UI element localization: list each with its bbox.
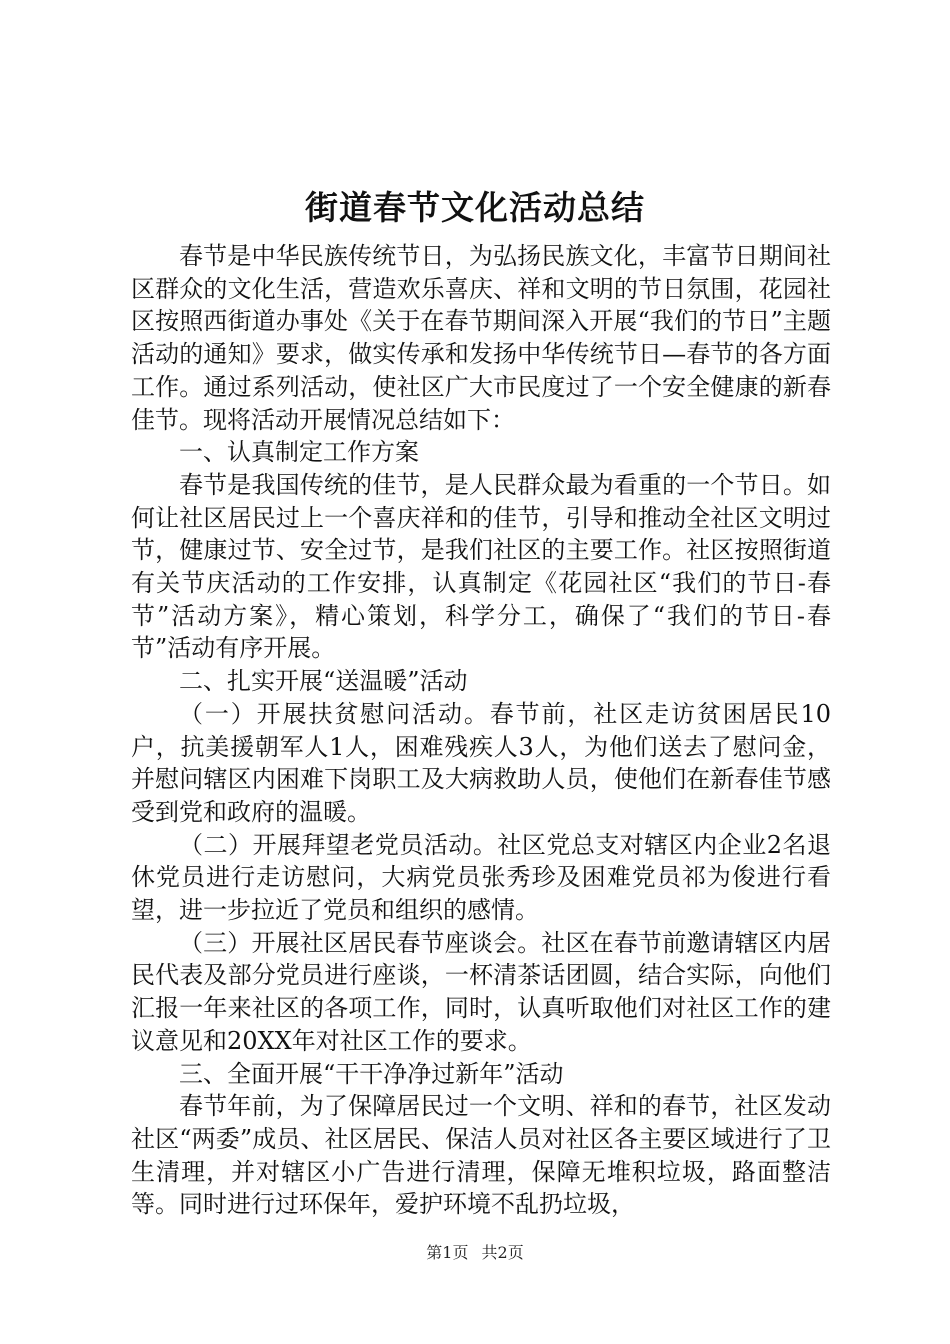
section-heading-3: 三、全面开展“干干净净过新年”活动 [179, 1059, 564, 1088]
paragraph-section-1: 春节是我国传统的佳节，是人民群众最为看重的一个节日。如何让社区居民过上一个喜庆祥和的佳节，引导和推动全社区文明过节，健康过节、安全过节，是我们社区的主要工作。社区按照街道有关节庆活动的工作安排，认真制定《花园社区“我们的节日-春节”活动方案》，精心策划，科学分工，确保了“我们的节日-春节”活动有序开展。 [131, 470, 831, 663]
section-heading-1: 一、认真制定工作方案 [179, 438, 419, 467]
page-total: 共2页 [481, 1243, 524, 1262]
page-footer [0, 1241, 950, 1265]
paragraph-intro: 春节是中华民族传统节日，为弘扬民族文化，丰富节日期间社区群众的文化生活，营造欢乐喜庆、祥和文明的节日氛围，花园社区按照西街道办事处《关于在春节期间深入开展“我们的节日”主题活动的通知》要求，做实传承和发扬中华传统节日—春节的各方面工作。通过系列活动，使社区广大市民度过了一个安全健康的新春佳节。现将活动开展情况总结如下： [131, 242, 831, 434]
paragraph-section-2-item-2: （二）开展拜望老党员活动。社区党总支对辖区内企业2名退休党员进行走访慰问，大病党员张秀珍及困难党员祁为俊进行看望，进一步拉近了党员和组织的感情。 [131, 830, 831, 925]
document-title: 街道春节文化活动总结 [305, 188, 645, 227]
paragraph-section-2-item-1: （一）开展扶贫慰问活动。春节前，社区走访贫困居民10户，抗美援朝军人1人，困难残疾人3人，为他们送去了慰问金，并慰问辖区内困难下岗职工及大病救助人员，使他们在新春佳节感受到党和政府的温暖。 [131, 699, 831, 826]
paragraph-section-3: 春节年前，为了保障居民过一个文明、祥和的春节，社区发动社区“两委”成员、社区居民、保洁人员对社区各主要区域进行了卫生清理，并对辖区小广告进行清理，保障无堆积垃圾，路面整洁等。同时进行过环保年，爱护环境不乱扔垃圾， [131, 1092, 831, 1219]
section-heading-2: 二、扎实开展“送温暖”活动 [179, 667, 468, 696]
page-number: 第1页 [426, 1243, 469, 1262]
document-body [131, 240, 831, 1221]
paragraph-section-2-item-3: （三）开展社区居民春节座谈会。社区在春节前邀请辖区内居民代表及部分党员进行座谈，一杯清茶话团圆，结合实际，向他们汇报一年来社区的各项工作，同时，认真听取他们对社区工作的建议意见和20XX年对社区工作的要求。 [131, 928, 831, 1055]
